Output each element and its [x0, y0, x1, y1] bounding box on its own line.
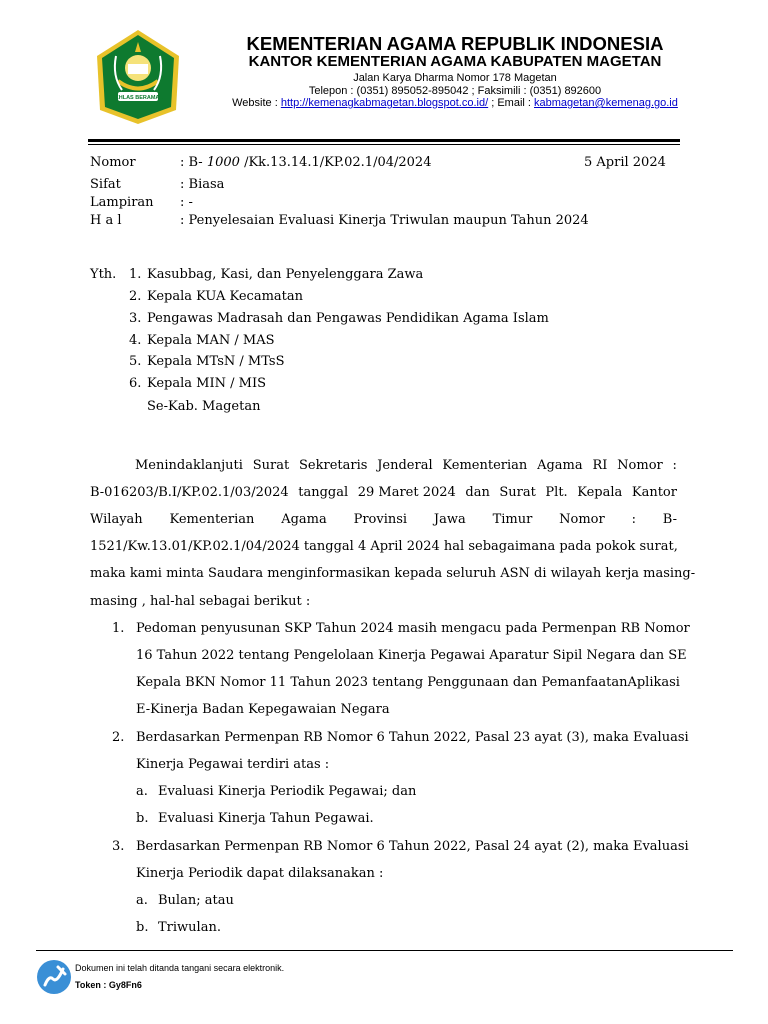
recipient-item: Kepala KUA Kecamatan — [147, 289, 304, 304]
header-rule-thin — [88, 144, 680, 145]
para-line-5: maka kami minta Saudara menginformasikan kepada seluruh ASN di wilayah kerja masing- — [90, 566, 696, 581]
header-rule-thick — [88, 139, 680, 142]
recipient-item: Pengawas Madrasah dan Pengawas Pendidikan Agama Islam — [147, 311, 549, 326]
point-text: 16 Tahun 2022 tentang Pengelolaan Kinerja Pegawai Aparatur Sipil Negara dan SE — [136, 648, 687, 663]
lampiran-label: Lampiran — [90, 195, 154, 210]
recipient-num: 2. — [129, 289, 142, 304]
email-label: ; Email : — [488, 97, 534, 109]
office-contact — [200, 97, 710, 109]
footer-token: Token : Gy8Fn6 — [75, 980, 142, 990]
ministry-title: KEMENTERIAN AGAMA REPUBLIK INDONESIA — [246, 33, 664, 54]
point-text: Berdasarkan Permenpan RB Nomor 6 Tahun 2022, Pasal 24 ayat (2), maka Evaluasi — [136, 839, 689, 854]
recipient-item: Kepala MIN / MIS — [147, 376, 266, 391]
sub-letter: b. — [136, 920, 149, 935]
recipient-num: 5. — [129, 354, 142, 369]
footer-rule — [36, 950, 733, 951]
point-text: Kinerja Pegawai terdiri atas : — [136, 757, 330, 772]
recipient-item: Kepala MTsN / MTsS — [147, 354, 285, 369]
para-line-4: 1521/Kw.13.01/KP.02.1/04/2024 tanggal 4 April 2024 hal sebagaimana pada pokok surat, — [90, 539, 678, 554]
sub-text: Evaluasi Kinerja Periodik Pegawai; dan — [158, 784, 417, 799]
recipient-num: 3. — [129, 311, 142, 326]
e-signature-icon — [36, 959, 72, 995]
recipient-prefix: Yth. — [90, 267, 117, 282]
sifat-value: : Biasa — [180, 177, 225, 192]
sub-letter: b. — [136, 811, 149, 826]
recipient-num: 4. — [129, 333, 142, 348]
point-number: 1. — [112, 621, 125, 636]
recipient-region: Se-Kab. Magetan — [147, 399, 261, 414]
point-text: Kepala BKN Nomor 11 Tahun 2023 tentang Penggunaan dan PemanfaatanAplikasi — [136, 675, 680, 690]
recipient-item: Kepala MAN / MAS — [147, 333, 275, 348]
nomor-value: : B- 1000 /Kk.13.14.1/KP.02.1/04/2024 — [180, 155, 432, 170]
office-address: Jalan Karya Dharma Nomor 178 Magetan — [353, 72, 557, 84]
lampiran-value: : - — [180, 195, 193, 210]
letter-date: 5 April 2024 — [584, 155, 666, 170]
footer-note: Dokumen ini telah ditanda tangani secara elektronik. — [75, 963, 285, 973]
point-text: E-Kinerja Badan Kepegawaian Negara — [136, 702, 390, 717]
nomor-handwritten: 1000 — [206, 155, 240, 170]
point-number: 3. — [112, 839, 125, 854]
sifat-label: Sifat — [90, 177, 121, 192]
website-link[interactable]: http://kemenagkabmagetan.blogspot.co.id/ — [280, 97, 489, 109]
point-text: Pedoman penyusunan SKP Tahun 2024 masih mengacu pada Permenpan RB Nomor — [136, 621, 690, 636]
hal-value: : Penyelesaian Evaluasi Kinerja Triwulan maupun Tahun 2024 — [180, 213, 589, 228]
recipient-num: 1. — [129, 267, 142, 282]
sub-letter: a. — [136, 893, 148, 908]
recipient-item: Kasubbag, Kasi, dan Penyelenggara Zawa — [147, 267, 424, 282]
para-line-2: B-016203/B.I/KP.02.1/03/2024 tanggal 29 Maret 2024 dan Surat Plt. Kepala Kantor — [90, 485, 677, 500]
email-link[interactable]: kabmagetan@kemenag.go.id — [534, 97, 678, 109]
hal-label: H a l — [90, 213, 122, 228]
para-line-1: Menindaklanjuti Surat Sekretaris Jenderal Kementerian Agama RI Nomor : — [135, 458, 677, 473]
para-line-3: Wilayah Kementerian Agama Provinsi Jawa Timur Nomor : B- — [90, 512, 677, 527]
point-number: 2. — [112, 730, 125, 745]
office-phone: Telepon : (0351) 895052-895042 ; Faksimili : (0351) 892600 — [308, 85, 602, 97]
sub-letter: a. — [136, 784, 148, 799]
sub-text: Triwulan. — [158, 920, 221, 935]
nomor-label: Nomor — [90, 155, 136, 170]
office-title: KANTOR KEMENTERIAN AGAMA KABUPATEN MAGETAN — [248, 53, 662, 70]
ministry-logo — [88, 26, 188, 126]
recipient-num: 6. — [129, 376, 142, 391]
sub-text: Evaluasi Kinerja Tahun Pegawai. — [158, 811, 374, 826]
website-label: Website : — [232, 97, 281, 109]
point-text: Kinerja Periodik dapat dilaksanakan : — [136, 866, 384, 881]
point-text: Berdasarkan Permenpan RB Nomor 6 Tahun 2022, Pasal 23 ayat (3), maka Evaluasi — [136, 730, 689, 745]
para-line-6: masing , hal-hal sebagai berikut : — [90, 594, 311, 609]
logo-motto: IKHLAS BERAMAL — [113, 95, 163, 101]
sub-text: Bulan; atau — [158, 893, 234, 908]
